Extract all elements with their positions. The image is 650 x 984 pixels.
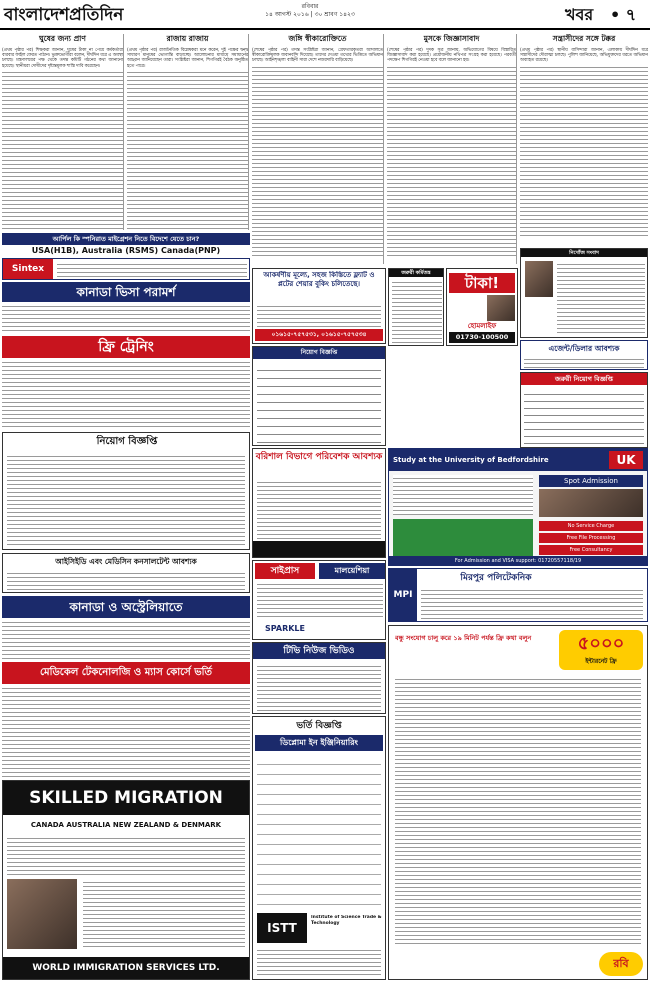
mirpur-poly-title: মিরপুর পলিটেকনিক xyxy=(460,573,532,583)
istt-logo: ISTT xyxy=(257,913,307,943)
flat-booking-text xyxy=(257,303,381,327)
robi-headline: বন্ধু সংযোগ চালু করে ১৯ মিনিট পর্যন্ত ফ্রি কথা বলুন xyxy=(395,634,532,642)
skilled-migration-ad xyxy=(2,780,250,980)
article-body: (প্রথম পৃষ্ঠার পর) স্থানীয় বাসিন্দারা জানান, এলাকায় দীর্ঘদিন ধরে সন্ত্রাসীদের দৌরাত্ম্য চলছে। পুলিশ জানিয়েছে, অভিযুক্তদের ধরতে অভিযান অব্যাহত রয়েছে। xyxy=(520,48,648,64)
taka-headline: টাকা! xyxy=(449,273,515,293)
masthead xyxy=(0,0,650,30)
recruit-table-rows xyxy=(257,363,381,443)
recruit-table-ad xyxy=(252,346,386,446)
free-file-processing: Free File Processing xyxy=(539,533,643,543)
article-text-lines xyxy=(387,64,516,259)
admission-phone: For Admission and VISA support: 01720557118/19 xyxy=(389,556,647,566)
cyprus-malaysia-ad xyxy=(252,560,386,640)
article-sontrashi xyxy=(520,34,648,244)
cyprus-malaysia-text xyxy=(257,581,383,617)
homelife-brand: হোমলাইফ xyxy=(467,322,497,330)
issue-date-text: ১৪ আগস্ট ২০১৬ | ৩০ শ্রাবণ ১৪২৩ xyxy=(265,11,355,18)
homelife-hotline: 01730-100500 xyxy=(449,332,515,343)
article-jongi xyxy=(252,34,384,264)
article-title: রাজায় রাজায় xyxy=(166,34,209,43)
sparkle-logo: SPARKLE xyxy=(264,624,305,633)
diploma-title: ডিপ্লোমা ইন ইঞ্জিনিয়ারিং xyxy=(255,735,383,751)
notice-text-lines xyxy=(557,261,645,333)
flat-booking-headline: আকর্ষণীয় মূল্যে, সহজ কিস্তিতে ফ্ল্যাট ও প্লটের শেয়ার বুকিং চলিতেছে। xyxy=(263,271,375,288)
sintex-logo: Sintex xyxy=(3,259,53,279)
free-training-ad: ফ্রি ট্রেনিং xyxy=(2,336,250,358)
mirpur-poly-text xyxy=(421,587,643,619)
urgent-ad xyxy=(388,268,444,346)
bedfordshire-header xyxy=(389,449,647,471)
urgent-recruit-table xyxy=(524,388,644,446)
barishal-contact-bar xyxy=(253,541,385,557)
wis-name: WORLD IMMIGRATION SERVICES LTD. xyxy=(3,957,249,979)
istt-admission-ad xyxy=(252,716,386,980)
recruit-notice-title: নিয়োগ বিজ্ঞপ্তি xyxy=(96,436,158,447)
urgent-recruit-ad xyxy=(520,372,648,448)
skilled-countries: CANADA AUSTRALIA NEW ZEALAND & DENMARK xyxy=(30,821,222,829)
bedfordshire-title: Study at the University of Bedfordshire xyxy=(393,456,549,464)
admission-title: ভর্তি বিজ্ঞপ্তি xyxy=(296,721,342,731)
flat-booking-phone: ০১৬১৫-৭৫৭৫৩১, ০১৬১৫-৭৫৭৫৩৪ xyxy=(255,329,383,341)
robi-offer-badge xyxy=(559,630,643,670)
spot-admission: Spot Admission xyxy=(539,475,643,487)
sintex-details xyxy=(57,261,247,277)
issue-day: রবিবার xyxy=(301,3,319,10)
iceis-title: আইসিইডি এবং মেডিসিন কনসালটেন্ট আবশ্যক xyxy=(55,557,197,566)
campus-photo xyxy=(539,489,643,517)
recruit-notice-ad xyxy=(2,432,250,550)
article-title: ঘুষের জন্য প্রাণ xyxy=(39,34,86,43)
newspaper-title: বাংলাদেশপ্রতিদিন xyxy=(4,5,124,25)
barishal-text xyxy=(257,479,381,539)
bedfordshire-text xyxy=(393,475,533,515)
medical-tech-ad: মেডিকেল টেকনোলজি ও ম্যাস কোর্সে ভর্তি xyxy=(2,662,250,684)
robi-terms-text xyxy=(395,676,641,946)
canada-australia-text xyxy=(2,619,250,659)
no-service-charge: No Service Charge xyxy=(539,521,643,531)
article-body: (শেষের পৃষ্ঠার পর) তদন্ত সংশ্লিষ্টরা জানান, গ্রেফতারকৃতরা আদালতে স্বীকারোক্তিমূলক জবানবন্দি দিয়েছে। তাদের দেওয়া তথ্যের ভিত্তিতে অভিযান চলছে। আইনশৃঙ্খলা বাহিনী সারা দেশে নজরদারি বাড়িয়েছে। xyxy=(252,48,383,64)
robi-ad xyxy=(388,625,648,980)
agent-dealer-ad xyxy=(520,340,648,370)
article-text-lines xyxy=(520,64,648,239)
article-body: (শেষের পৃষ্ঠার পর) দুদক সূত্র জানায়, অভিযোগের বিষয়ে বিস্তারিত জিজ্ঞাসাবাদ করা হয়েছে। প্রয়োজনীয় নথিপত্র সংগ্রহ করা হয়েছে। পরবর্তী পদক্ষেপ শিগগিরই নেওয়া হবে বলে জানানো হয়। xyxy=(387,48,516,64)
article-body: (প্রথম পৃষ্ঠার পর) রাজনৈতিক বিশ্লেষকরা মনে করেন, দুই পক্ষের দ্বন্দ্ব সাধারণ মানুষের ভোগান্তি বাড়াচ্ছে। আলোচনার মাধ্যমে সমাধানের আহ্বান জানিয়েছেন তারা। সংশ্লিষ্টরা জানান, শিগগিরই বৈঠক অনুষ্ঠিত হতে পারে। xyxy=(127,48,248,69)
iceis-text xyxy=(7,570,245,590)
canada-visa-details xyxy=(2,303,250,333)
article-body: (প্রথম পৃষ্ঠার পর) শিক্ষকরা জানান, ঘুষের টাকা না পেয়ে কর্মকর্তারা বারবার ফাইল ফেরত পাঠান। ভুক্তভোগীরা বলেন, দীর্ঘদিন ধরে এ অবস্থা চলছে। মন্ত্রণালয়ের পক্ষ থেকে তদন্ত কমিটি গঠনের কথা জানানো হয়েছে। স্থানীয়রা দোষীদের দৃষ্টান্তমূলক শাস্তি দাবি করেছেন। xyxy=(2,48,124,69)
visa-countries: USA(H1B), Australia (RSMS) Canada(PNP) xyxy=(31,246,221,255)
article-text-lines xyxy=(127,69,248,229)
article-title: জঙ্গি স্বীকারোক্তিতে xyxy=(288,34,347,43)
robi-5000: ৫০০০ xyxy=(577,633,625,654)
agent-dealer-text xyxy=(524,356,644,368)
person-photo xyxy=(525,261,553,297)
skilled-text xyxy=(7,835,245,875)
article-rajay xyxy=(127,34,249,230)
tv-news-title: টিভি নিউজ ভিডিও xyxy=(253,643,385,659)
urgent-title: জরুরী কর্মিতন্ত্র xyxy=(389,269,443,277)
article-title: সন্ত্রাসীদের সঙ্গে টক্কর xyxy=(552,34,616,43)
barishal-distributor-ad xyxy=(252,448,386,558)
bedfordshire-ad xyxy=(388,448,648,566)
section-name: খবর xyxy=(565,5,594,24)
robi-logo: রবি xyxy=(599,952,643,976)
missing-person-notice xyxy=(520,248,648,338)
notice-title: নিখোঁজ সংবাদ xyxy=(521,249,647,257)
malaysia-title: মালয়েশিয়া xyxy=(319,563,385,579)
article-text-lines xyxy=(252,64,383,259)
page-number: • ৭ xyxy=(610,5,637,24)
barishal-title: বরিশাল বিভাগে পরিবেশক আবশ্যক xyxy=(255,452,383,462)
mpi-logo: MPI xyxy=(389,569,417,621)
istt-fullname: Institute of Science Trade & Technology xyxy=(311,915,382,926)
recruit-notice-text xyxy=(7,453,245,547)
canada-visa-ad: কানাডা ভিসা পরামর্শ xyxy=(2,282,250,302)
free-training-list xyxy=(2,359,250,429)
article-ghush xyxy=(2,34,124,230)
diploma-subject-grid xyxy=(257,755,381,905)
article-title: মুসকে জিজ্ঞাসাবাদ xyxy=(423,34,480,43)
agent-dealer-title: এজেন্ট/ডিলার আবশ্যক xyxy=(548,344,620,353)
canada-australia-ad: কানাডা ও অস্ট্রেলিয়াতে xyxy=(2,596,250,618)
robi-free-internet: ইন্টারনেট ফ্রি xyxy=(585,658,617,665)
flat-booking-ad xyxy=(252,268,386,344)
mirpur-polytechnic-ad xyxy=(388,568,648,622)
cyprus-title: সাইপ্রাস xyxy=(255,563,315,579)
medical-tech-text xyxy=(2,685,250,777)
recruit-table-title: নিয়োগ বিজ্ঞপ্তি xyxy=(253,347,385,359)
urgent-text xyxy=(392,279,442,343)
skilled-photo xyxy=(7,879,77,949)
article-text-lines xyxy=(2,69,123,229)
visa-ad-headline: আর্পিল কি স্পনিরাত মাইগ্রেশন নিতে বিদেশে যেতে চান? xyxy=(2,233,250,245)
iceis-ad xyxy=(2,553,250,593)
tv-news-text xyxy=(257,663,381,711)
tv-news-video-ad xyxy=(252,642,386,714)
skilled-migration-title: SKILLED MIGRATION xyxy=(3,781,249,815)
uk-badge: UK xyxy=(609,451,643,469)
sintex-ad xyxy=(2,258,250,280)
urgent-recruit-title: জরুরী নিয়োগ বিজ্ঞপ্তি xyxy=(521,373,647,385)
homelife-ad xyxy=(446,268,518,346)
issue-date xyxy=(250,3,370,19)
homelife-photo xyxy=(487,295,515,321)
skilled-contact-text xyxy=(83,879,245,949)
istt-contact-text xyxy=(257,947,381,977)
free-consultancy: Free Consultancy xyxy=(539,545,643,555)
article-dudok xyxy=(387,34,517,264)
